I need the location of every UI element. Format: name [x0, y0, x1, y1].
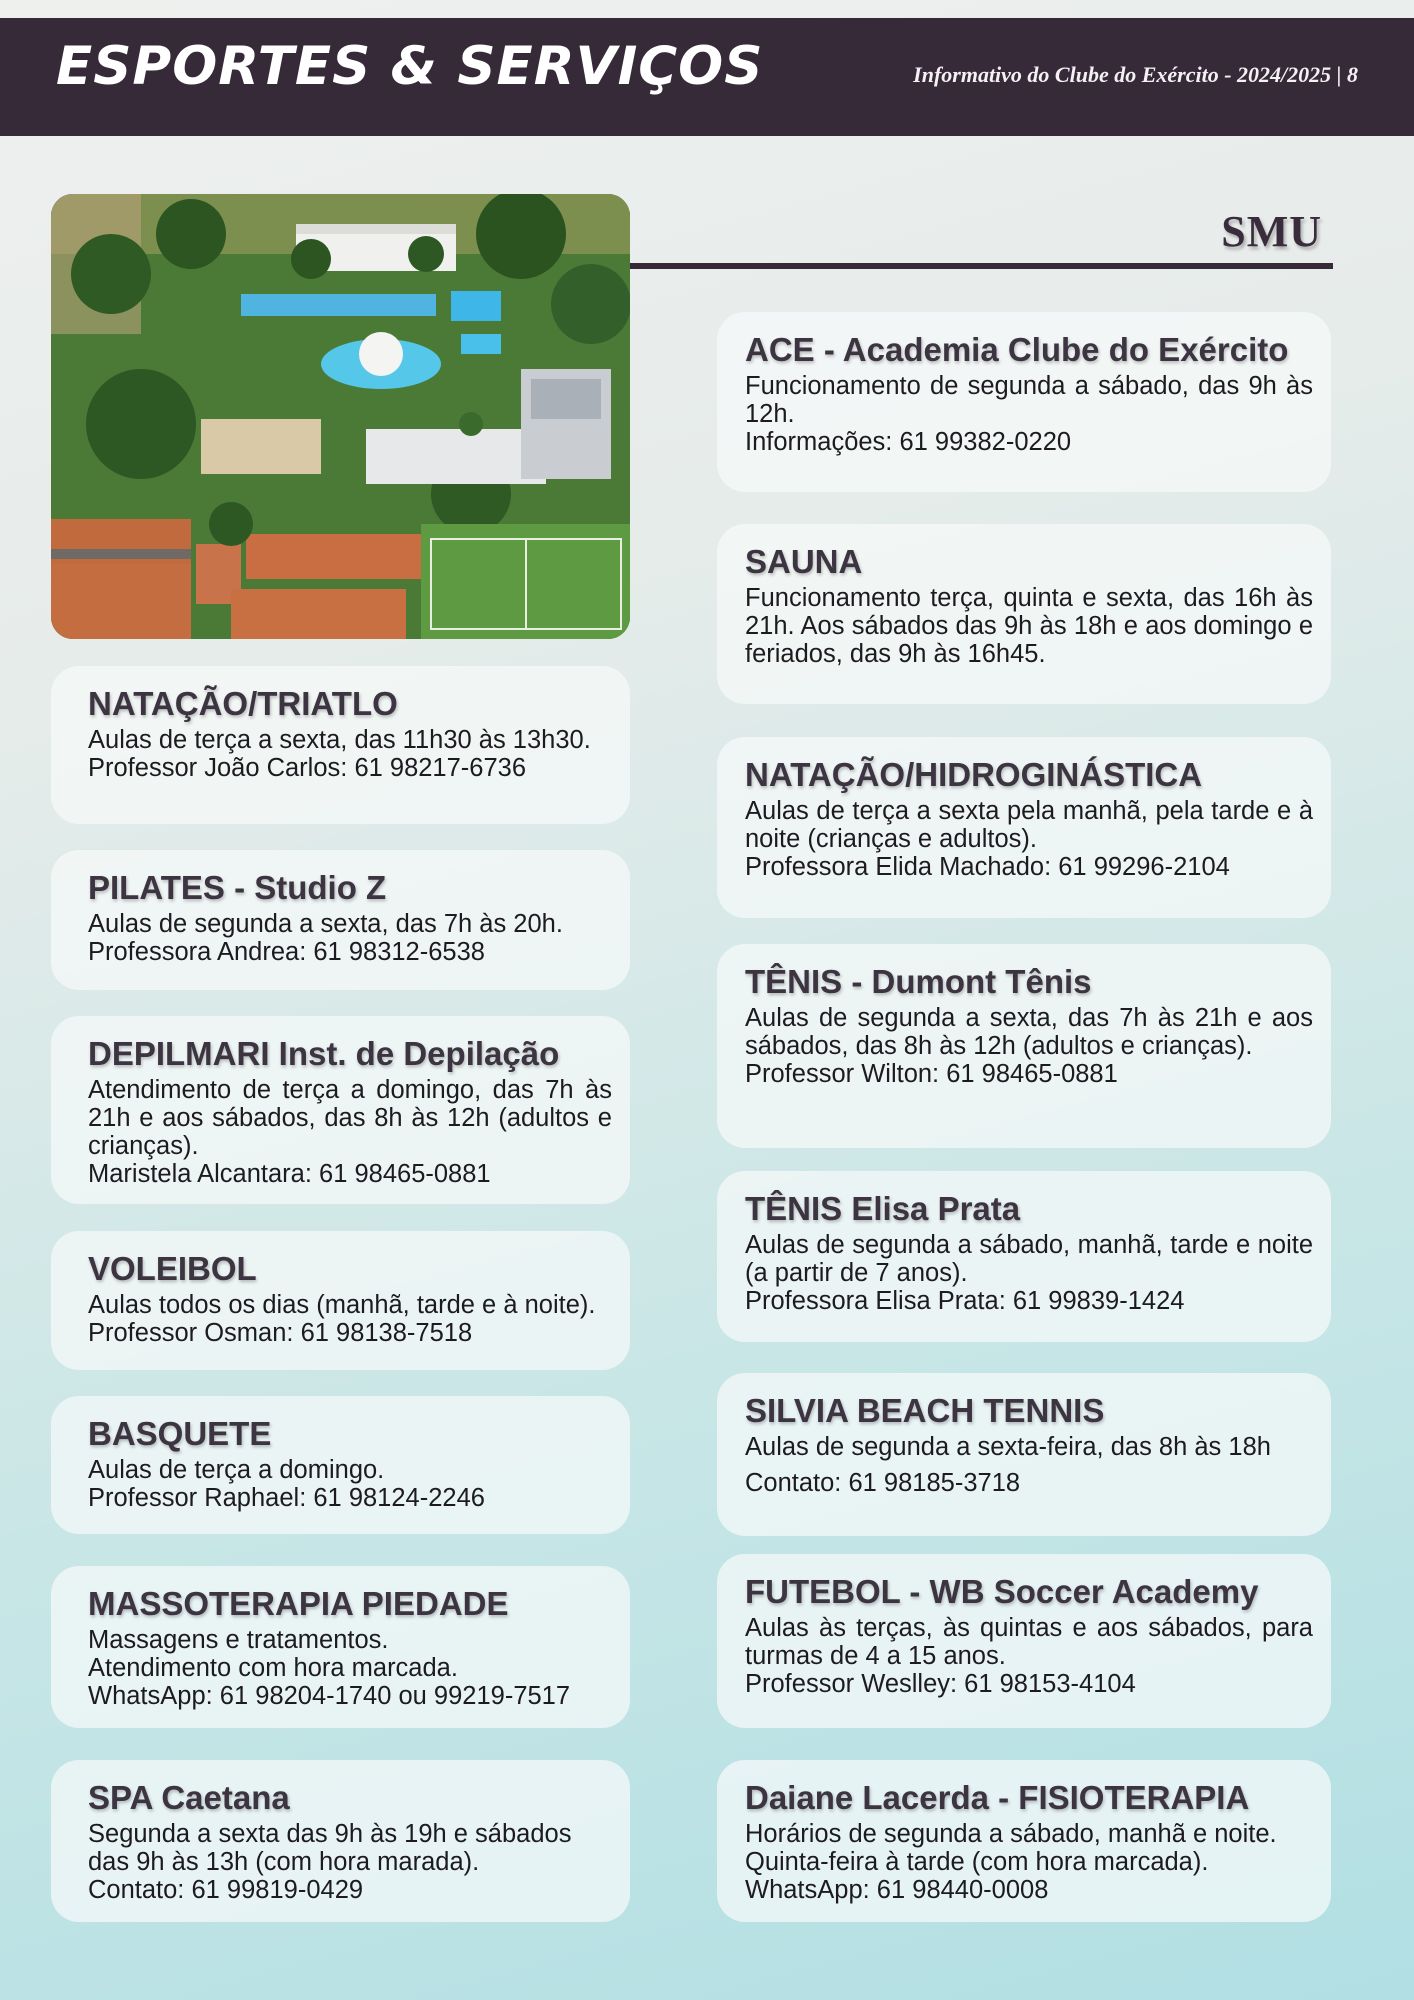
service-line: Aulas de segunda a sexta-feira, das 8h às 18h [745, 1433, 1271, 1462]
service-title: ACE - Academia Clube do Exército [745, 331, 1289, 368]
service-line: Atendimento de terça a domingo, das 7h às 21h e aos sábados, das 8h às 12h (adultos e crianças). [88, 1076, 612, 1161]
service-card-sauna [717, 524, 1331, 704]
service-title: FUTEBOL - WB Soccer Academy [745, 1573, 1259, 1610]
service-title: TÊNIS Elisa Prata [745, 1190, 1021, 1227]
service-card-tenis-dumont [717, 944, 1331, 1148]
service-contact: Professora Elisa Prata: 61 99839-1424 [745, 1287, 1185, 1316]
service-line: Horários de segunda a sábado, manhã e noite. [745, 1820, 1277, 1849]
service-line: Atendimento com hora marcada. [88, 1654, 458, 1683]
service-line: Aulas de terça a sexta pela manhã, pela tarde e à noite (crianças e adultos). [745, 797, 1313, 854]
service-contact: Professora Andrea: 61 98312-6538 [88, 938, 485, 967]
service-title: SPA Caetana [88, 1779, 290, 1816]
service-line: Aulas de segunda a sexta, das 7h às 21h e aos sábados, das 8h às 12h (adultos e crianças). [745, 1004, 1313, 1061]
service-card-massoterapia [51, 1566, 630, 1728]
service-contact: Maristela Alcantara: 61 98465-0881 [88, 1160, 491, 1189]
page-title: ESPORTES & SERVIÇOS [56, 36, 764, 97]
service-line: Aulas de terça a sexta, das 11h30 às 13h30. [88, 726, 591, 755]
service-title: SILVIA BEACH TENNIS [745, 1392, 1105, 1429]
service-title: TÊNIS - Dumont Tênis [745, 963, 1092, 1000]
section-label: SMU [1221, 207, 1322, 256]
page-subtitle: Informativo do Clube do Exército - 2024/2025 | 8 [913, 62, 1358, 87]
service-contact: Contato: 61 99819-0429 [88, 1876, 364, 1905]
service-contact: Professor Weslley: 61 98153-4104 [745, 1670, 1136, 1699]
service-title: NATAÇÃO/TRIATLO [88, 685, 398, 722]
service-line: Aulas às terças, às quintas e aos sábados, para turmas de 4 a 15 anos. [745, 1614, 1313, 1671]
service-contact: WhatsApp: 61 98440-0008 [745, 1876, 1049, 1905]
service-title: MASSOTERAPIA PIEDADE [88, 1585, 509, 1622]
service-card-silvia-beach-tennis [717, 1373, 1331, 1536]
service-card-depilmari [51, 1016, 630, 1204]
service-card-tenis-elisa-prata [717, 1171, 1331, 1342]
service-contact: Professor João Carlos: 61 98217-6736 [88, 754, 527, 783]
service-contact: Professor Raphael: 61 98124-2246 [88, 1484, 485, 1513]
service-title: VOLEIBOL [88, 1250, 257, 1287]
service-title: Daiane Lacerda - FISIOTERAPIA [745, 1779, 1250, 1816]
service-title: DEPILMARI Inst. de Depilação [88, 1035, 560, 1072]
service-contact: Professor Osman: 61 98138-7518 [88, 1319, 473, 1348]
service-line: Funcionamento de segunda a sábado, das 9h às 12h. [745, 372, 1313, 429]
aerial-photo-illustration [51, 194, 630, 639]
service-card-pilates [51, 850, 630, 990]
service-contact: WhatsApp: 61 98204-1740 ou 99219-7517 [88, 1682, 571, 1711]
service-contact: Professora Elida Machado: 61 99296-2104 [745, 853, 1230, 882]
service-title: PILATES - Studio Z [88, 869, 387, 906]
service-title: SAUNA [745, 543, 863, 580]
service-card-ace-academia [717, 312, 1331, 492]
service-contact: Informações: 61 99382-0220 [745, 428, 1072, 457]
page-header [0, 18, 1414, 136]
service-card-futebol-wb-soccer [717, 1554, 1331, 1728]
service-line: Aulas de segunda a sábado, manhã, tarde e noite (a partir de 7 anos). [745, 1231, 1313, 1288]
service-line: Funcionamento terça, quinta e sexta, das 16h às 21h. Aos sábados das 9h às 18h e aos domingo e feriados, das 9h às 16h45. [745, 584, 1313, 669]
aerial-club-photo [51, 194, 630, 639]
service-card-basquete [51, 1396, 630, 1534]
service-line: Segunda a sexta das 9h às 19h e sábados das 9h às 13h (com hora marada). [88, 1820, 572, 1877]
service-card-spa-caetana [51, 1760, 630, 1922]
section-divider [630, 263, 1333, 269]
service-line: Aulas de terça a domingo. [88, 1456, 385, 1485]
service-card-natacao-triatlo [51, 666, 630, 824]
service-card-voleibol [51, 1231, 630, 1370]
service-card-natacao-hidroginastica [717, 737, 1331, 918]
service-line: Aulas todos os dias (manhã, tarde e à noite). [88, 1291, 596, 1320]
service-contact: Professor Wilton: 61 98465-0881 [745, 1060, 1118, 1089]
service-line: Quinta-feira à tarde (com hora marcada). [745, 1848, 1209, 1877]
service-title: BASQUETE [88, 1415, 272, 1452]
service-title: NATAÇÃO/HIDROGINÁSTICA [745, 756, 1203, 793]
service-contact: Contato: 61 98185-3718 [745, 1469, 1021, 1498]
service-line: Aulas de segunda a sexta, das 7h às 20h. [88, 910, 563, 939]
service-line: Massagens e tratamentos. [88, 1626, 389, 1655]
service-card-daiane-lacerda-fisioterapia [717, 1760, 1331, 1922]
